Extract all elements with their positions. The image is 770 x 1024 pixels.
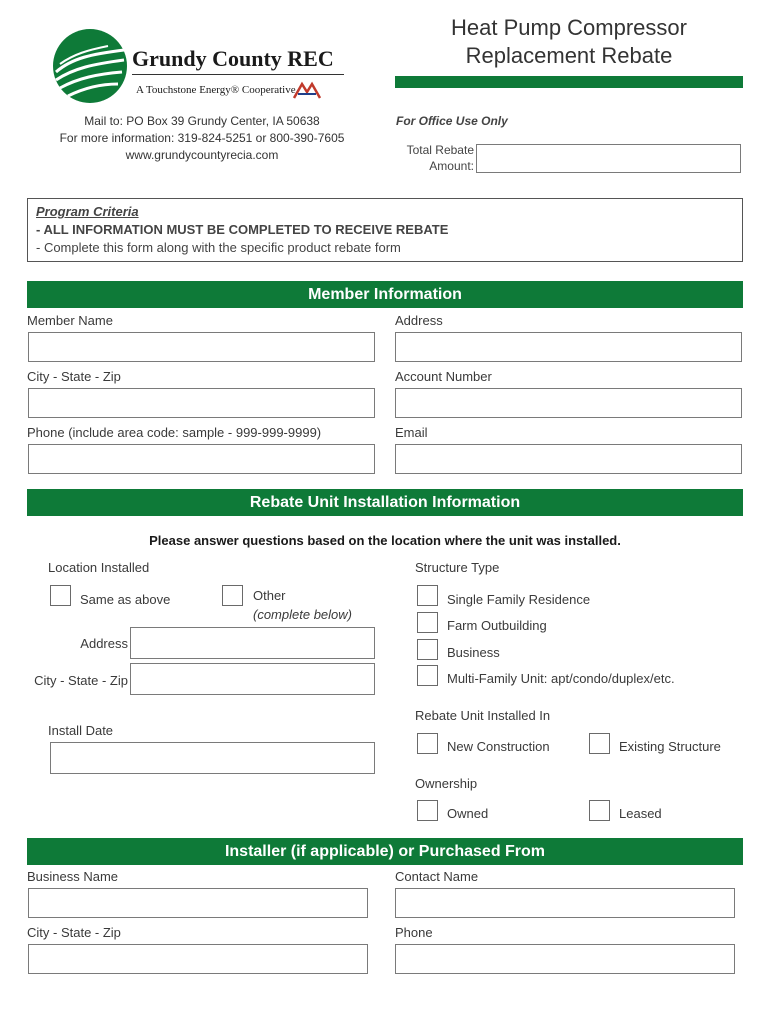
complete-below-label: (complete below) (253, 607, 352, 622)
structure-type-label: Structure Type (415, 560, 500, 575)
rebate-unit-installed-in-label: Rebate Unit Installed In (415, 708, 551, 723)
member-name-label: Member Name (27, 313, 113, 328)
install-city-state-zip-label: City - State - Zip (34, 673, 128, 688)
member-name-field[interactable] (28, 332, 375, 362)
office-use-label: For Office Use Only (396, 114, 508, 128)
total-rebate-label: Total Rebate Amount: (406, 143, 474, 173)
contact-name-field[interactable] (395, 888, 735, 918)
program-criteria-box (27, 198, 743, 262)
phone-label: Phone (include area code: sample - 999-999-9999) (27, 425, 322, 440)
install-date-label: Install Date (48, 723, 114, 738)
owned-label: Owned (447, 806, 489, 821)
logo-emblem-icon (52, 28, 128, 104)
logo (52, 28, 352, 106)
installation-information-header: Rebate Unit Installation Information (27, 489, 743, 516)
existing-structure-label: Existing Structure (619, 739, 721, 754)
multi-family-unit-checkbox[interactable] (417, 665, 438, 686)
install-city-state-zip-field[interactable] (130, 663, 375, 695)
install-date-field[interactable] (50, 742, 375, 774)
installation-instruction: Please answer questions based on the location where the unit was installed. (149, 533, 621, 548)
mail-to: Mail to: PO Box 39 Grundy Center, IA 50638 For more information: 319-824-5251 or 800-390-7605 www.grundycountyrecia.com (59, 114, 345, 162)
criteria-title: Program Criteria (36, 204, 139, 219)
account-number-label: Account Number (395, 369, 492, 384)
address-field[interactable] (395, 332, 742, 362)
installer-phone-field[interactable] (395, 944, 735, 974)
leased-checkbox[interactable] (589, 800, 610, 821)
installer-city-state-zip-field[interactable] (28, 944, 368, 974)
structure-option-farm-outbuilding: Farm Outbuilding (447, 618, 547, 633)
email-label: Email (395, 425, 428, 440)
criteria-line-1: - ALL INFORMATION MUST BE COMPLETED TO RECEIVE REBATE (36, 222, 449, 237)
farm-outbuilding-checkbox[interactable] (417, 612, 438, 633)
touchstone-energy-icon (292, 80, 322, 102)
org-name: Grundy County REC (132, 46, 334, 71)
city-state-zip-label: City - State - Zip (27, 369, 121, 384)
business-name-label: Business Name (27, 869, 119, 884)
total-rebate-amount-field[interactable] (476, 144, 741, 173)
other-checkbox[interactable] (222, 585, 243, 606)
email-field[interactable] (395, 444, 742, 474)
form-title: Heat Pump Compressor Replacement Rebate (451, 15, 687, 68)
structure-option-multi-family: Multi-Family Unit: apt/condo/duplex/etc. (447, 671, 675, 686)
installer-header: Installer (if applicable) or Purchased From (27, 838, 743, 865)
city-state-zip-field[interactable] (28, 388, 375, 418)
business-name-field[interactable] (28, 888, 368, 918)
business-checkbox[interactable] (417, 639, 438, 660)
account-number-field[interactable] (395, 388, 742, 418)
phone-field[interactable] (28, 444, 375, 474)
installer-phone-label: Phone (395, 925, 433, 940)
address-label: Address (395, 313, 443, 328)
new-construction-label: New Construction (447, 739, 550, 754)
location-installed-label: Location Installed (48, 560, 150, 575)
same-as-above-label: Same as above (80, 592, 171, 607)
other-label: Other (253, 588, 286, 603)
tagline: A Touchstone Energy® Cooperative (136, 84, 296, 96)
structure-option-single-family: Single Family Residence (447, 592, 591, 607)
owned-checkbox[interactable] (417, 800, 438, 821)
logo-underline (132, 74, 344, 75)
new-construction-checkbox[interactable] (417, 733, 438, 754)
criteria-line-2: - Complete this form along with the specific product rebate form (36, 240, 401, 255)
leased-label: Leased (619, 806, 662, 821)
existing-structure-checkbox[interactable] (589, 733, 610, 754)
installer-city-state-zip-label: City - State - Zip (27, 925, 121, 940)
same-as-above-checkbox[interactable] (50, 585, 71, 606)
single-family-residence-checkbox[interactable] (417, 585, 438, 606)
title-green-bar (395, 76, 743, 88)
ownership-label: Ownership (415, 776, 478, 791)
member-information-header: Member Information (27, 281, 743, 308)
contact-name-label: Contact Name (395, 869, 479, 884)
structure-option-business: Business (447, 645, 500, 660)
install-address-field[interactable] (130, 627, 375, 659)
install-address-label: Address (80, 636, 128, 651)
